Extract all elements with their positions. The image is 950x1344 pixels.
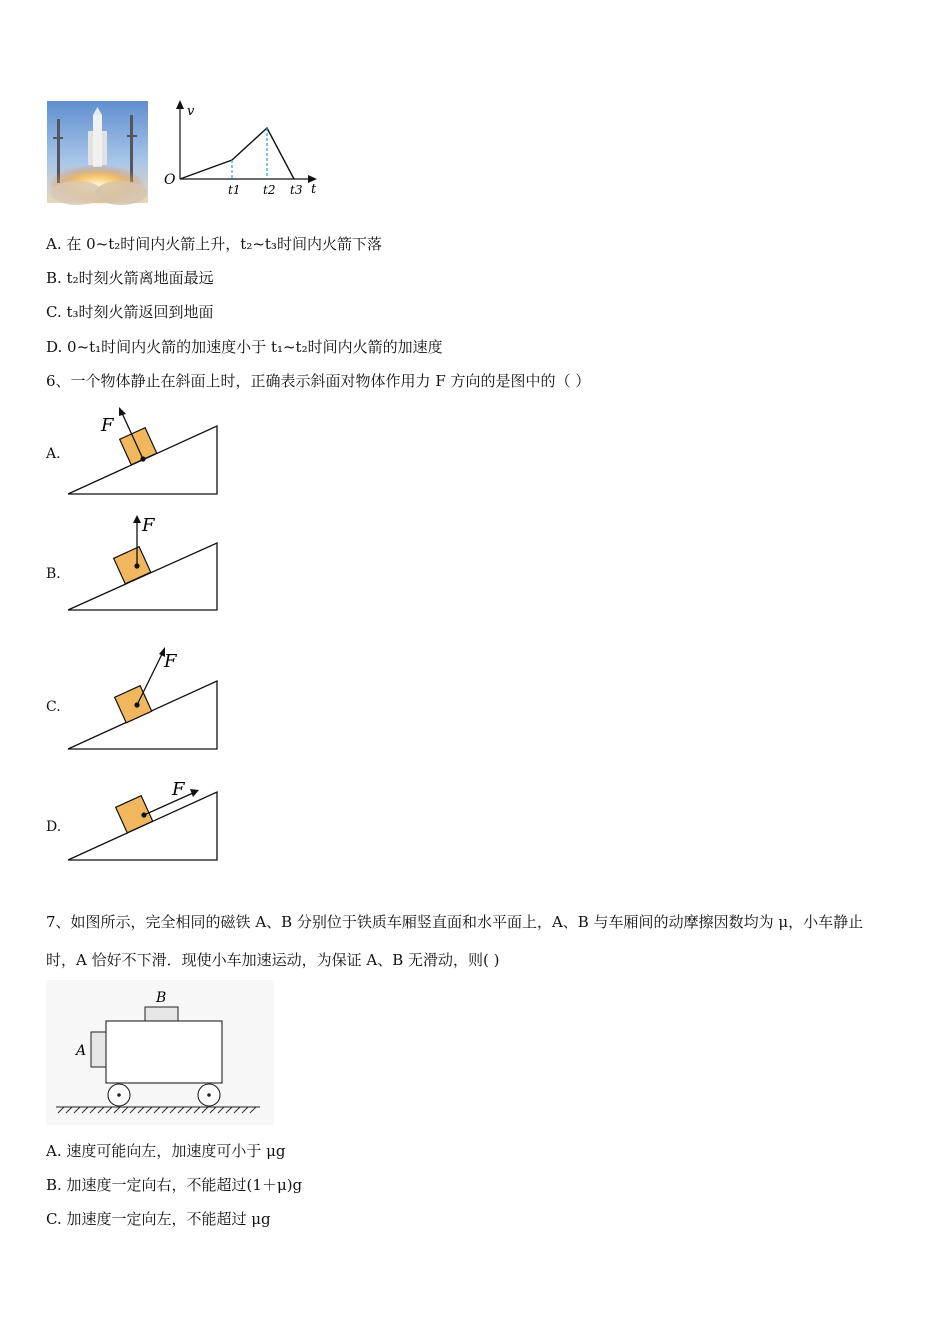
q7-option-b: B. 加速度一定向右，不能超过(1＋μ)g [46, 1176, 303, 1194]
force-label: F [172, 779, 185, 800]
q7-stem-line-2: 时，A 恰好不下滑．现使小车加速运动，为保证 A、B 无滑动，则( ) [46, 951, 500, 969]
magnet-b-label: B [156, 990, 167, 1006]
origin-label: O [164, 172, 176, 188]
q5-option-d: D. 0~t₁时间内火箭的加速度小于 t₁~t₂时间内火箭的加速度 [46, 338, 443, 356]
force-arrowhead [190, 789, 199, 797]
q6-figure-c [66, 646, 221, 752]
magnet-b [145, 1007, 178, 1021]
velocity-curve [180, 128, 294, 179]
t-axis-label: t [311, 182, 317, 197]
q6-figure-a [66, 404, 221, 499]
q7-stem-line-1: 7、如图所示，完全相同的磁铁 A、B 分别位于铁质车厢竖直面和水平面上，A、B 与车厢间的动摩擦因数均为 μ，小车静止 [46, 913, 864, 931]
force-arrowhead [133, 515, 141, 523]
q7-option-a: A. 速度可能向左，加速度可小于 μg [46, 1142, 286, 1160]
q6-label-b: B. [46, 566, 61, 582]
q6-figure-d [66, 776, 221, 864]
rocket-launch-photo [47, 101, 148, 203]
force-label: F [142, 515, 155, 536]
t3-label: t3 [290, 183, 303, 197]
force-label: F [164, 651, 177, 672]
force-arrowhead [119, 407, 126, 416]
q7-cart-figure [46, 980, 274, 1125]
magnet-a-label: A [76, 1043, 87, 1059]
q5-option-a: A. 在 0~t₂时间内火箭上升，t₂~t₃时间内火箭下落 [46, 235, 382, 253]
q5-option-b: B. t₂时刻火箭离地面最远 [46, 269, 214, 287]
v-axis-label: v [187, 104, 195, 119]
force-label: F [101, 415, 114, 436]
q6-stem: 6、一个物体静止在斜面上时，正确表示斜面对物体作用力 F 方向的是图中的（ ） [46, 372, 591, 390]
q6-label-c: C. [46, 699, 61, 715]
q6-figure-b [66, 512, 221, 614]
q5-option-c: C. t₃时刻火箭返回到地面 [46, 303, 214, 321]
q6-label-a: A. [46, 446, 61, 462]
t1-label: t1 [228, 183, 241, 197]
v-axis-arrow [176, 100, 184, 109]
velocity-time-graph [160, 98, 325, 203]
t2-label: t2 [263, 183, 276, 197]
q7-option-c: C. 加速度一定向左，不能超过 μg [46, 1210, 271, 1228]
force-arrow [137, 652, 163, 705]
q6-label-d: D. [46, 819, 62, 835]
cart-body [106, 1021, 222, 1083]
magnet-a [91, 1032, 106, 1067]
